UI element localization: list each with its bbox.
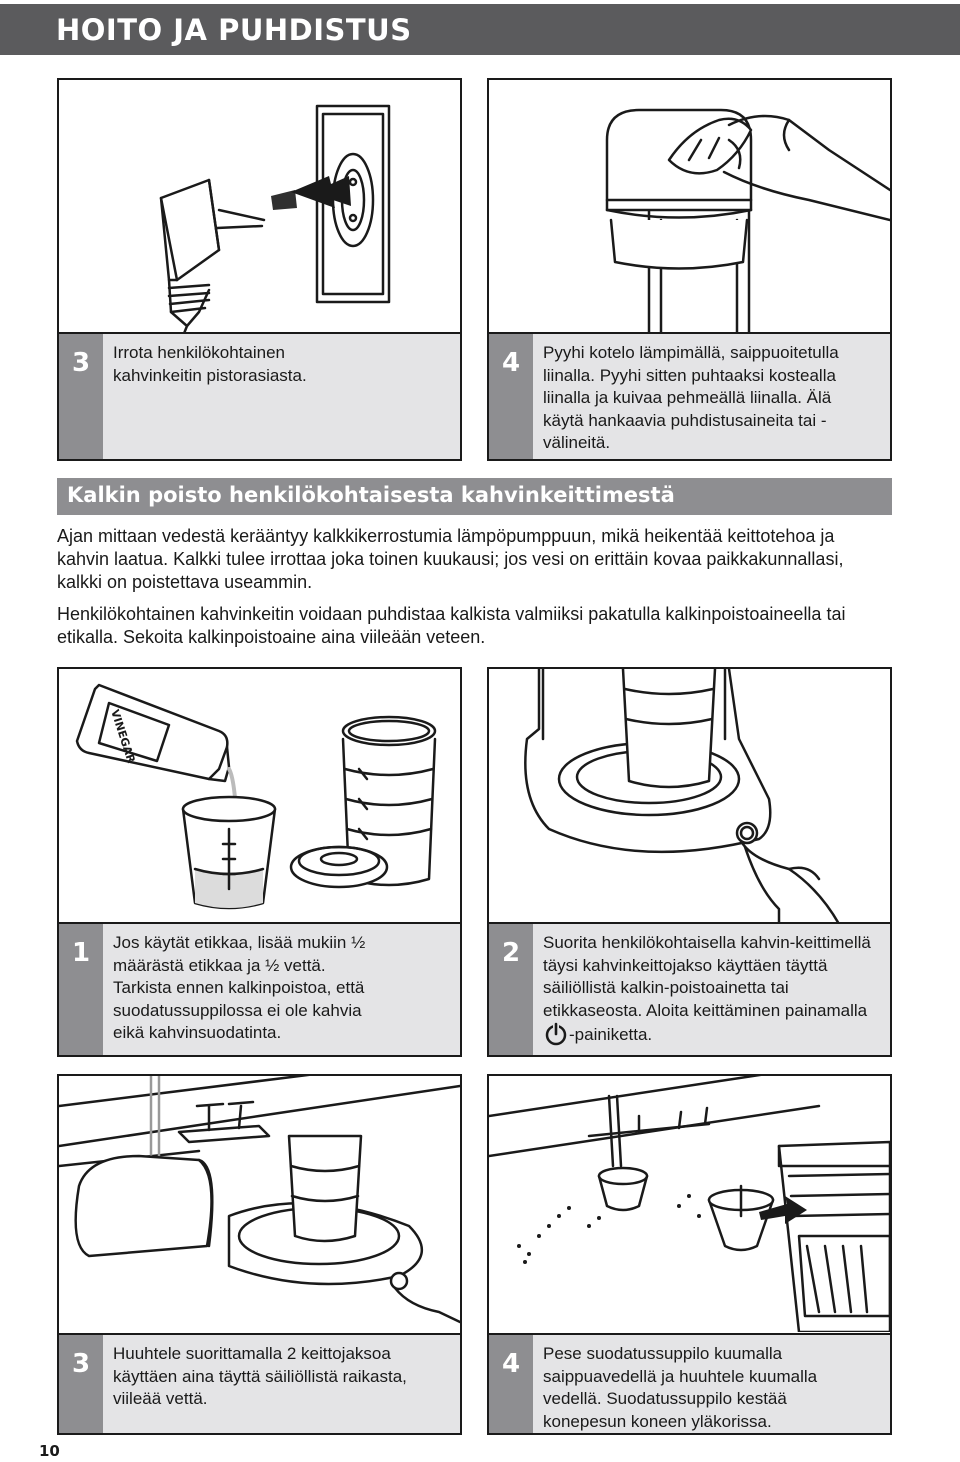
section-title: Kalkin poisto henkilökohtaisesta kahvinkeittimestä (67, 483, 675, 507)
care-step-3-caption (59, 332, 460, 459)
section-header-descaling (57, 478, 892, 515)
descale-step-4-panel (487, 1074, 892, 1435)
page-header (0, 4, 960, 55)
descaling-paragraph-1: Ajan mittaan vedestä kerääntyy kalkkikerrostumia lämpöpumppuun, mikä heikentää keittotehoa ja kahvin laatua. Kalkki tulee irrottaa joka toinen kuukausi; jos vesi on erittäin kovaa paikkakunnallasi, kalkki on poistettava useammin. (57, 526, 844, 592)
rinse-sink-icon (59, 1076, 460, 1332)
step-text: Huuhtele suorittamalla 2 keittojaksoa käyttäen aina täyttä säiliöllistä raikasta, viileää vettä. (113, 1344, 407, 1408)
step-text-after: -painiketta. (569, 1025, 653, 1044)
vinegar-pour-icon (59, 669, 460, 924)
descale-step-3-caption (59, 1333, 460, 1433)
step-number: 2 (489, 924, 533, 1055)
care-step-4-panel (487, 78, 892, 461)
step-number: 4 (489, 334, 533, 459)
step-number: 1 (59, 924, 103, 1055)
power-button-press-icon (489, 669, 890, 924)
descale-step-4-caption (489, 1333, 890, 1433)
step-number: 3 (59, 1335, 103, 1433)
step-text-before: Suorita henkilökohtaisella kahvin-keittimellä täysi kahvinkeittojakso käyttäen täyttä säiliöllistä kalkin-poistoainetta tai etikkaseosta. Aloita keittäminen painamalla (543, 933, 871, 1020)
step-number: 4 (489, 1335, 533, 1433)
descale-step-3-panel (57, 1074, 462, 1435)
step-text: Jos käytät etikkaa, lisää mukiin ½ määrästä etikkaa ja ½ vettä. Tarkista ennen kalkinpoistoa, että suodatussuppilossa ei ole kahvia eikä kahvinsuodatinta. (113, 933, 366, 1042)
step-text: Irrota henkilökohtainen kahvinkeitin pistorasiasta. (113, 343, 307, 385)
descale-step-1-caption (59, 922, 460, 1055)
descaling-paragraph-2: Henkilökohtainen kahvinkeitin voidaan puhdistaa kalkista valmiiksi pakatulla kalkinpoistoaineella tai etikalla. Sekoita kalkinpoistoaine aina viileään veteen. (57, 604, 846, 647)
step-number: 3 (59, 334, 103, 459)
step-text: Pyyhi kotelo lämpimällä, saippuoitetulla liinalla. Pyyhi sitten puhtaaksi kostealla liinalla ja kuivaa pehmeällä liinalla. Älä käytä hankaavia puhdistusaineita tai -välineitä. (543, 343, 839, 452)
care-step-3-panel (57, 78, 462, 461)
page-number: 10 (39, 1442, 60, 1460)
descale-step-2-caption (489, 922, 890, 1055)
care-step-4-caption (489, 332, 890, 459)
vinegar-bottle-label: VINEGAR (108, 707, 138, 765)
dishwasher-funnel-icon (489, 1076, 890, 1332)
step-text (543, 932, 878, 1047)
plug-outlet-icon (59, 80, 460, 336)
descale-step-1-panel (57, 667, 462, 1057)
page-title: HOITO JA PUHDISTUS (56, 13, 412, 47)
power-icon (544, 1022, 568, 1046)
step-text: Pese suodatussuppilo kuumalla saippuavedellä ja huuhtele kuumalla vedellä. Suodatussuppilo kestää konepesun koneen yläkorissa. (543, 1344, 818, 1431)
wipe-cloth-icon (489, 80, 890, 336)
descale-step-2-panel (487, 667, 892, 1057)
